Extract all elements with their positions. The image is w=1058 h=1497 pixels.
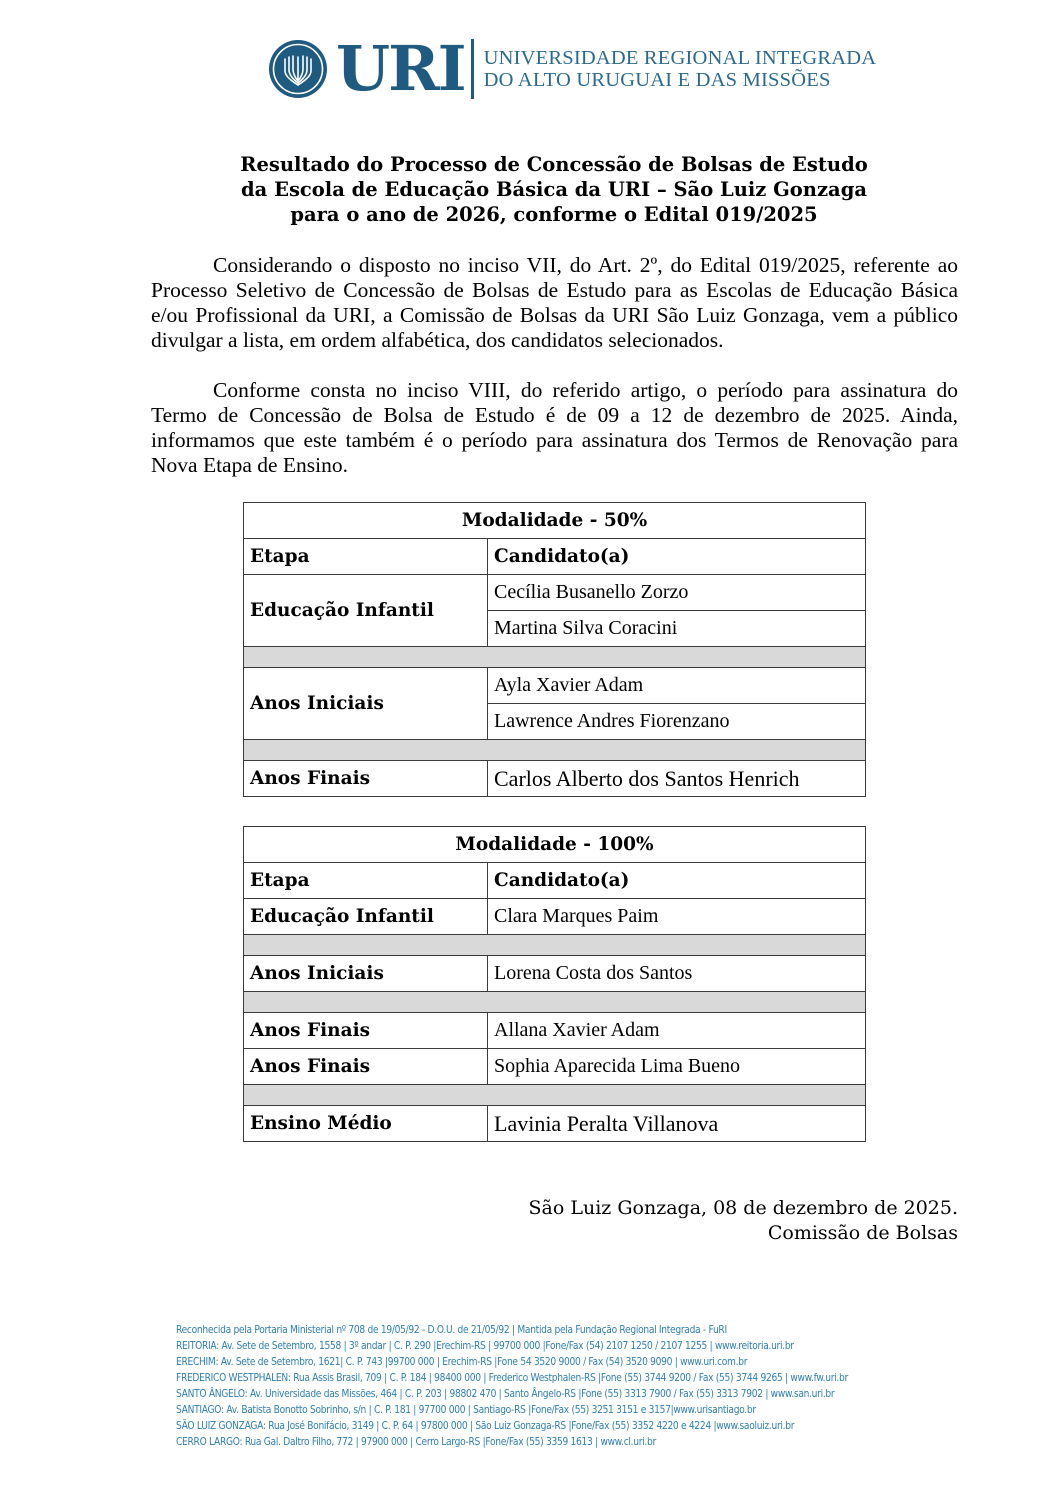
- separator-row: [244, 647, 866, 668]
- candidate-cell: Ayla Xavier Adam: [488, 668, 866, 704]
- document-title: [150, 152, 958, 227]
- separator-row: [244, 1085, 866, 1106]
- etapa-cell: Anos Finais: [244, 761, 488, 797]
- separator-row: [244, 935, 866, 956]
- footer-line: CERRO LARGO: Rua Gal. Daltro Filho, 772 | 97900 000 | Cerro Largo-RS |Fone/Fax (55) 3359 1613 | www.cl.uri.br: [176, 1436, 656, 1448]
- table-row: [244, 761, 866, 797]
- table-row: [244, 1013, 866, 1049]
- footer-line: SANTIAGO: Av. Batista Bonotto Sobrinho, s/n | C. P. 181 | 97700 000 | Santiago-RS |Fone/Fax (55) 3251 3151 e 3157|www.urisantiago.br: [176, 1404, 756, 1416]
- logo-divider: [471, 39, 474, 99]
- candidate-cell: Martina Silva Coracini: [488, 611, 866, 647]
- column-header-etapa: Etapa: [244, 863, 488, 899]
- etapa-cell: Anos Finais: [244, 1013, 488, 1049]
- title-line3: para o ano de 2026, conforme o Edital 019/2025: [290, 203, 818, 226]
- etapa-cell: Anos Iniciais: [244, 668, 488, 740]
- table-row: [244, 668, 866, 704]
- place-date: São Luiz Gonzaga, 08 de dezembro de 2025.: [528, 1197, 958, 1219]
- uri-logo: [268, 32, 877, 105]
- candidate-cell: Lawrence Andres Fiorenzano: [488, 704, 866, 740]
- table-row: [244, 956, 866, 992]
- column-header-candidato: Candidato(a): [488, 863, 866, 899]
- university-name-line1: UNIVERSIDADE REGIONAL INTEGRADA: [483, 47, 877, 69]
- title-line2: da Escola de Educação Básica da URI – São Luiz Gonzaga: [241, 178, 867, 201]
- separator-cell: [244, 992, 866, 1013]
- logo-abbreviation: URI: [336, 32, 465, 105]
- candidate-cell: Cecília Busanello Zorzo: [488, 575, 866, 611]
- table-modalidade-100: [243, 826, 866, 1142]
- column-header-etapa: Etapa: [244, 539, 488, 575]
- etapa-cell: Anos Finais: [244, 1049, 488, 1085]
- candidate-cell: Lavinia Peralta Villanova: [488, 1106, 866, 1142]
- table-row: [244, 1049, 866, 1085]
- candidate-cell: Clara Marques Paim: [488, 899, 866, 935]
- footer-line: REITORIA: Av. Sete de Setembro, 1558 | 3º andar | C. P. 290 |Erechim-RS | 99700 000 |Fone/Fax (54) 2107 1250 / 2107 1255 | www.reitoria.uri.br: [176, 1340, 794, 1352]
- table-modalidade-50: [243, 502, 866, 797]
- table-title: Modalidade - 50%: [244, 503, 866, 539]
- university-name-line2: DO ALTO URUGUAI E DAS MISSÕES: [483, 69, 831, 91]
- candidate-cell: Allana Xavier Adam: [488, 1013, 866, 1049]
- table-row: [244, 1106, 866, 1142]
- etapa-cell: Educação Infantil: [244, 575, 488, 647]
- candidate-cell: Lorena Costa dos Santos: [488, 956, 866, 992]
- table-title: Modalidade - 100%: [244, 827, 866, 863]
- footer-line: FREDERICO WESTPHALEN: Rua Assis Brasil, 709 | C. P. 184 | 98400 000 | Frederico Westphalen-RS |Fone (55) 3744 9200 / Fax (55) 3744 9265 | www.fw.uri.br: [176, 1372, 848, 1384]
- paragraph-1: Considerando o disposto no inciso VII, do Art. 2º, do Edital 019/2025, referente ao Processo Seletivo de Concessão de Bolsas de Estudo para as Escolas de Educação Básica e/ou Profissional da URI, a Comissão de Bolsas da URI São Luiz Gonzaga, vem a público divulgar a lista, em ordem alfabética, dos candidatos selecionados.: [151, 253, 958, 352]
- etapa-cell: Anos Iniciais: [244, 956, 488, 992]
- intro-paragraph: [151, 253, 958, 353]
- separator-cell: [244, 1085, 866, 1106]
- footer-line: SÃO LUIZ GONZAGA: Rua José Bonifácio, 3149 | C. P. 64 | 97800 000 | São Luiz Gonzaga-RS |Fone/Fax (55) 3352 4220 e 4224 |www.saoluiz.uri.br: [176, 1420, 795, 1432]
- signing-period-paragraph: [151, 378, 958, 478]
- book-emblem-icon: [268, 39, 328, 99]
- separator-cell: [244, 740, 866, 761]
- table-row: [244, 899, 866, 935]
- title-line1: Resultado do Processo de Concessão de Bolsas de Estudo: [240, 153, 868, 176]
- separator-row: [244, 992, 866, 1013]
- signature-block: [529, 1196, 958, 1246]
- university-name: [484, 47, 877, 91]
- separator-cell: [244, 647, 866, 668]
- footer-line: SANTO ÂNGELO: Av. Universidade das Missões, 464 | C. P. 203 | 98802 470 | Santo Ângelo-RS |Fone (55) 3313 7900 / Fax (55) 3313 7902 | www.san.uri.br: [176, 1388, 835, 1400]
- column-header-candidato: Candidato(a): [488, 539, 866, 575]
- candidate-cell: Carlos Alberto dos Santos Henrich: [488, 761, 866, 797]
- paragraph-2: Conforme consta no inciso VIII, do referido artigo, o período para assinatura do Termo de Concessão de Bolsa de Estudo é de 09 a 12 de dezembro de 2025. Ainda, informamos que este também é o período para assinatura dos Termos de Renovação para Nova Etapa de Ensino.: [151, 378, 958, 477]
- etapa-cell: Educação Infantil: [244, 899, 488, 935]
- signer: Comissão de Bolsas: [767, 1222, 958, 1244]
- separator-row: [244, 740, 866, 761]
- footer-line: ERECHIM: Av. Sete de Setembro, 1621| C. P. 743 |99700 000 | Erechim-RS |Fone 54 3520 9000 / Fax (54) 3520 9090 | www.uri.com.br: [176, 1356, 748, 1368]
- footer-line: Reconhecida pela Portaria Ministerial nº 708 de 19/05/92 - D.O.U. de 21/05/92 | Mantida pela Fundação Regional Integrada - FuRI: [176, 1324, 727, 1336]
- institutional-footer: [176, 1322, 848, 1450]
- candidate-cell: Sophia Aparecida Lima Bueno: [488, 1049, 866, 1085]
- table-row: [244, 575, 866, 611]
- separator-cell: [244, 935, 866, 956]
- etapa-cell: Ensino Médio: [244, 1106, 488, 1142]
